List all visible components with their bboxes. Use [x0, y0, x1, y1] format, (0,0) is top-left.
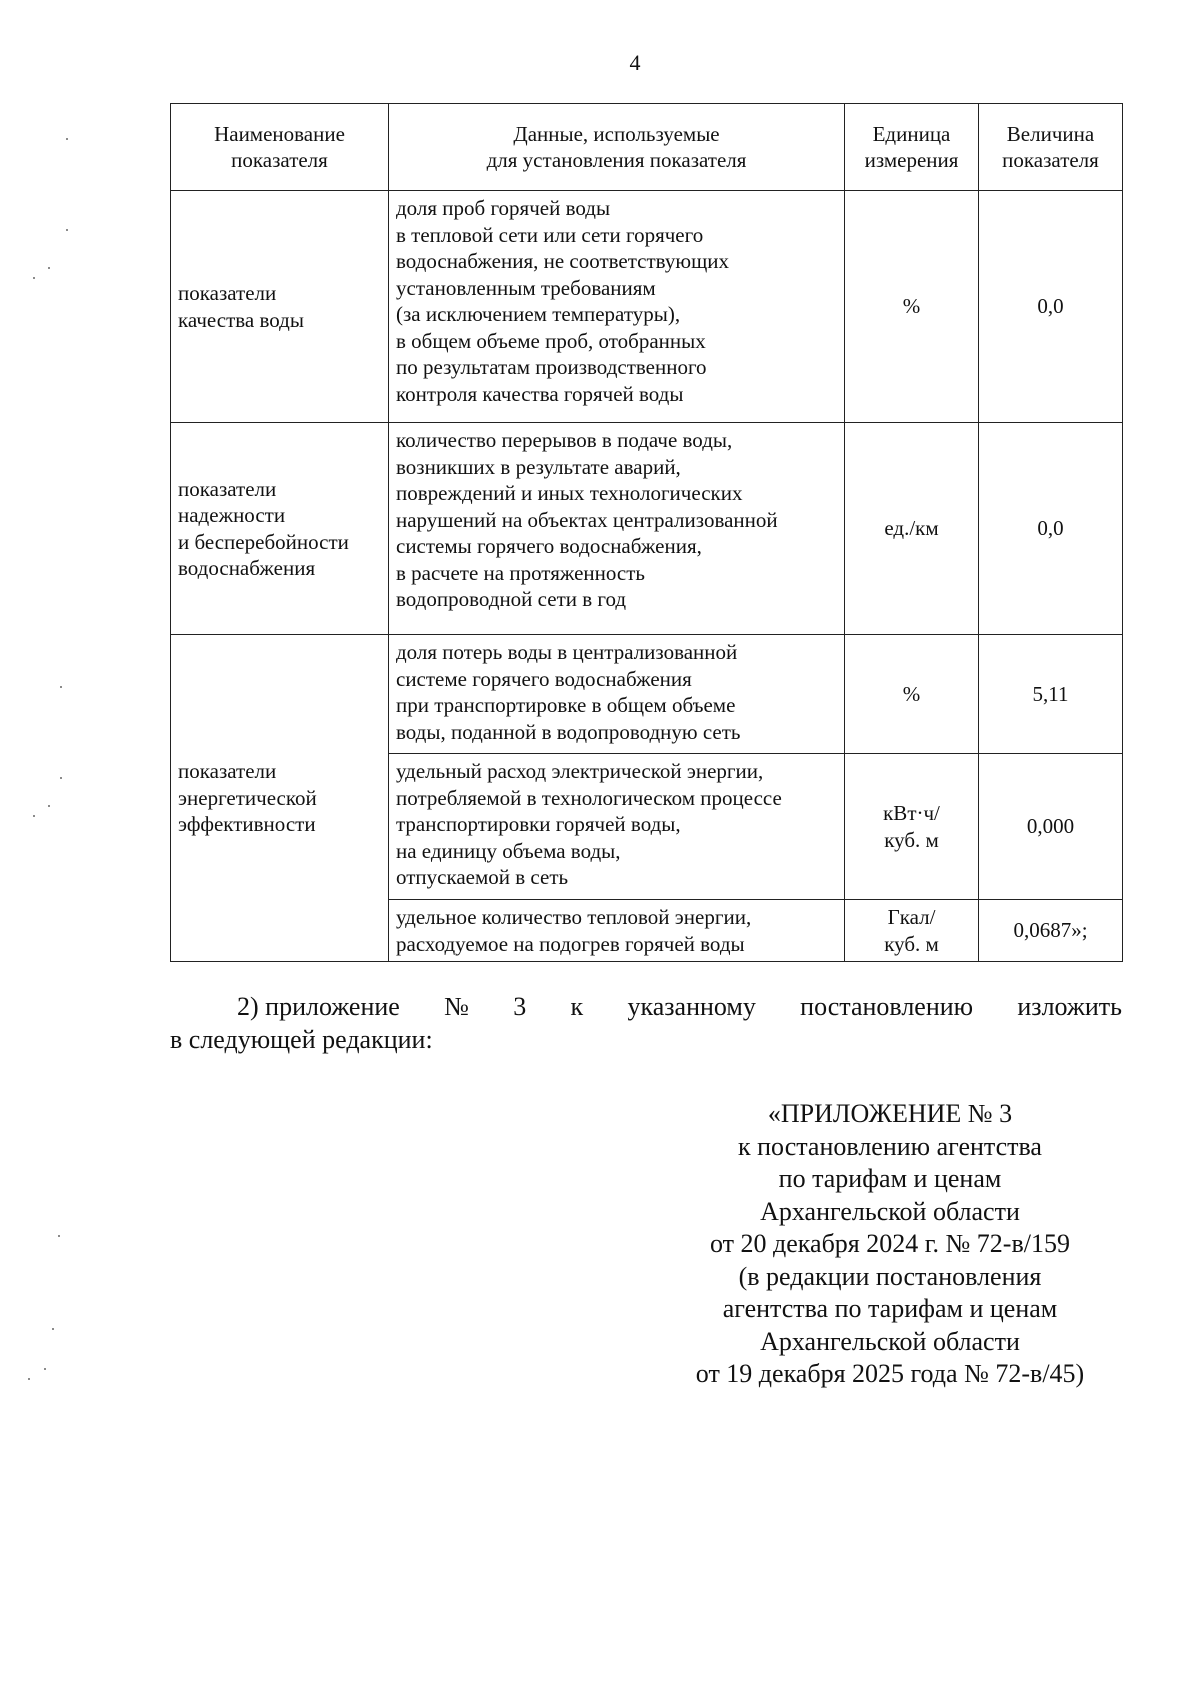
scan-speck — [66, 229, 68, 231]
data-cell: удельный расход электрической энергии, потребляемой в технологическом процессе транспортировки горячей воды, на единицу объема воды, отпускаемой в сеть — [389, 754, 845, 900]
table-row-water-quality — [171, 191, 1123, 423]
scan-speck — [58, 1235, 60, 1237]
scan-speck — [60, 686, 62, 688]
value-cell: 0,0687»; — [979, 900, 1123, 962]
indicators-table — [170, 103, 1123, 962]
paragraph-line-2: в следующей редакции: — [170, 1025, 433, 1054]
table-row-energy-water-losses — [171, 635, 1123, 754]
data-cell: удельное количество тепловой энергии, расходуемое на подогрев горячей воды — [389, 900, 845, 962]
paragraph-word: № — [444, 992, 469, 1021]
amendment-paragraph — [170, 990, 1122, 1056]
indicator-name-cell: показатели качества воды — [171, 191, 389, 423]
unit-cell: Гкал/ куб. м — [845, 900, 979, 962]
data-cell: доля проб горячей воды в тепловой сети или сети горячего водоснабжения, не соответствующих установленным требованиям (за исключением температуры), в общем объеме проб, отобранных по результатам производственного контроля качества горячей воды — [389, 191, 845, 423]
indicator-name-cell: показатели надежности и бесперебойности водоснабжения — [171, 423, 389, 635]
table-header-row — [171, 104, 1123, 191]
header-indicator-name: Наименование показателя — [171, 104, 389, 191]
header-unit: Единица измерения — [845, 104, 979, 191]
value-cell: 0,0 — [979, 423, 1123, 635]
unit-cell: ед./км — [845, 423, 979, 635]
appendix-heading-block — [600, 1098, 1180, 1391]
unit-cell: кВт·ч/ куб. м — [845, 754, 979, 900]
unit-cell: % — [845, 191, 979, 423]
table-row-reliability — [171, 423, 1123, 635]
appendix-line: от 20 декабря 2024 г. № 72-в/159 — [710, 1229, 1070, 1258]
appendix-line: агентства по тарифам и ценам — [722, 1294, 1058, 1323]
paragraph-line-1 — [170, 990, 1122, 1023]
scan-speck — [48, 267, 50, 269]
appendix-line: по тарифам и ценам — [778, 1164, 1002, 1193]
data-cell: доля потерь воды в централизованной системе горячего водоснабжения при транспортировке в общем объеме воды, поданной в водопроводную сеть — [389, 635, 845, 754]
scan-speck — [66, 138, 68, 140]
appendix-line: к постановлению агентства — [738, 1131, 1042, 1161]
appendix-line: «ПРИЛОЖЕНИЕ № 3 — [767, 1099, 1013, 1128]
appendix-line: Архангельской области — [760, 1326, 1020, 1356]
paragraph-word: 2) приложение — [237, 992, 400, 1021]
paragraph-word: изложить — [1017, 992, 1122, 1021]
data-cell: количество перерывов в подаче воды, возникших в результате аварий, повреждений и иных технологических нарушений на объектах централизованной системы горячего водоснабжения, в расчете на протяженность водопроводной сети в год — [389, 423, 845, 635]
value-cell: 0,000 — [979, 754, 1123, 900]
appendix-line: (в редакции постановления — [738, 1261, 1042, 1291]
value-cell: 0,0 — [979, 191, 1123, 423]
paragraph-word: к — [570, 992, 584, 1021]
paragraph-word: 3 — [513, 992, 527, 1021]
value-cell: 5,11 — [979, 635, 1123, 754]
paragraph-word: указанному — [627, 992, 756, 1021]
scan-speck — [33, 277, 35, 279]
scan-speck — [33, 815, 35, 817]
scan-speck — [48, 805, 50, 807]
unit-cell: % — [845, 635, 979, 754]
paragraph-word: постановлению — [800, 992, 974, 1021]
page-number: 4 — [629, 50, 641, 75]
header-data-used: Данные, используемые для установления показателя — [389, 104, 845, 191]
indicator-name-cell: показатели энергетической эффективности — [171, 635, 389, 962]
appendix-line: от 19 декабря 2025 года № 72-в/45) — [695, 1359, 1085, 1388]
scan-speck — [28, 1378, 30, 1380]
appendix-line: Архангельской области — [760, 1196, 1020, 1226]
scan-speck — [44, 1368, 46, 1370]
scan-speck — [60, 777, 62, 779]
scan-speck — [52, 1328, 54, 1330]
header-value: Величина показателя — [979, 104, 1123, 191]
